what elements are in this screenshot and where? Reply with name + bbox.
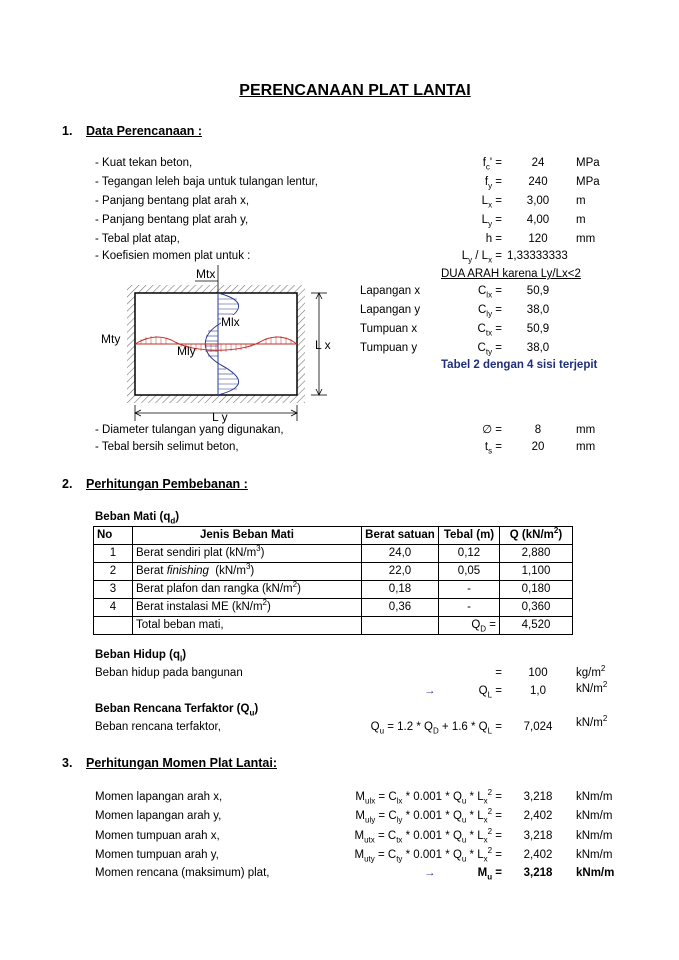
mu-value: 3,218 bbox=[523, 867, 553, 879]
bentang-x-value: 3,00 bbox=[526, 195, 550, 207]
table-row bbox=[94, 599, 573, 617]
ratio-value: 1,33333333 bbox=[507, 250, 568, 262]
cell-no: 3 bbox=[94, 581, 133, 599]
coef-lapangan-y-label: Lapangan y bbox=[360, 304, 421, 316]
mty-label: Mty bbox=[101, 332, 121, 346]
coef-lapangan-x-label: Lapangan x bbox=[360, 285, 421, 297]
ly-dim-label: L y bbox=[212, 410, 228, 424]
beban-rencana-heading: Beban Rencana Terfaktor $(Q_u)$ bbox=[95, 703, 259, 718]
col-q: Q $(kN/m^2)$ bbox=[500, 527, 573, 545]
mu-symbol: $M_u$ = bbox=[477, 867, 502, 882]
bentang-y-unit: m bbox=[576, 214, 586, 226]
col-berat: Berat satuan bbox=[362, 527, 439, 545]
momen-rencana-label: Momen rencana (maksimum) plat, bbox=[95, 867, 270, 879]
cell-tebal: 0,12 bbox=[439, 545, 500, 563]
table-total-row bbox=[94, 617, 573, 635]
mu-arrow-icon: → bbox=[424, 867, 436, 879]
mlx-label: Mlx bbox=[221, 315, 240, 329]
plate-moment-diagram bbox=[95, 265, 345, 430]
col-jenis: Jenis Beban Mati bbox=[133, 527, 362, 545]
momen-lapangan-x-value: 3,218 bbox=[523, 791, 553, 803]
table-header-row bbox=[94, 527, 573, 545]
table-row bbox=[94, 563, 573, 581]
selimut-value: 20 bbox=[531, 441, 545, 453]
section3-heading: Perhitungan Momen Plat Lantai: bbox=[86, 756, 277, 770]
cell-berat: 22,0 bbox=[362, 563, 439, 581]
momen-tumpuan-x-formula: $M_{utx} = C_{tx} * 0.001 * Q_u * L_x^2$ = bbox=[354, 827, 502, 845]
section1-heading: Data Perencanaan : bbox=[86, 124, 203, 138]
tebal-plat-symbol: h = bbox=[485, 233, 502, 245]
tebal-plat-unit: mm bbox=[576, 233, 596, 245]
ratio-symbol: $L_y / L_x$ = bbox=[461, 250, 502, 265]
beban-hidup-eq: = bbox=[495, 667, 502, 679]
bentang-y-label: - Panjang bentang plat arah y, bbox=[95, 214, 249, 226]
momen-lapangan-y-formula: $M_{uly} = C_{ly} * 0.001 * Q_u * L_x^2$ = bbox=[355, 807, 502, 825]
diameter-symbol: ∅ = bbox=[482, 424, 502, 436]
cell-berat: 24,0 bbox=[362, 545, 439, 563]
tegangan-leleh-label: - Tegangan leleh baja untuk tulangan lentur, bbox=[95, 176, 318, 188]
coef-lapangan-x-value: 50,9 bbox=[526, 285, 550, 297]
cell-tebal: - bbox=[439, 581, 500, 599]
page-title: PERENCANAAN PLAT LANTAI bbox=[239, 82, 471, 99]
coef-tumpuan-x-label: Tumpuan x bbox=[360, 323, 418, 335]
cell-berat: 0,18 bbox=[362, 581, 439, 599]
cell-q: 2,880 bbox=[500, 545, 573, 563]
diameter-unit: mm bbox=[576, 424, 596, 436]
coef-tumpuan-x-value: 50,9 bbox=[526, 323, 550, 335]
coef-lapangan-y-value: 38,0 bbox=[526, 304, 550, 316]
table-row bbox=[94, 545, 573, 563]
section3-number: 3. bbox=[62, 756, 73, 770]
lx-dim-label: L x bbox=[315, 338, 331, 352]
beban-mati-table bbox=[93, 526, 573, 635]
bentang-y-value: 4,00 bbox=[526, 214, 550, 226]
selimut-symbol: $t_s$ = bbox=[484, 441, 502, 456]
coef-lapangan-x-symbol: $C_{lx}$ = bbox=[477, 285, 502, 300]
selimut-label: - Tebal bersih selimut beton, bbox=[95, 441, 239, 453]
ql-value: 1,0 bbox=[530, 685, 546, 697]
cell-berat: 0,36 bbox=[362, 599, 439, 617]
cell-jenis: Berat sendiri plat $(kN/m^3)$ bbox=[133, 545, 362, 563]
cell-q: 1,100 bbox=[500, 563, 573, 581]
cell-q: 0,360 bbox=[500, 599, 573, 617]
ql-unit: $kN/m^2$ bbox=[576, 680, 608, 695]
momen-lapangan-y-unit: kNm/m bbox=[576, 810, 613, 822]
coef-tumpuan-y-label: Tumpuan y bbox=[360, 342, 418, 354]
kuat-tekan-symbol: $f_c'$ = bbox=[482, 157, 502, 172]
mtx-label: Mtx bbox=[196, 267, 216, 281]
beban-rencana-label: Beban rencana terfaktor, bbox=[95, 721, 221, 733]
momen-tumpuan-y-value: 2,402 bbox=[523, 849, 553, 861]
momen-tumpuan-y-formula: $M_{uty} = C_{ty} * 0.001 * Q_u * L_x^2$ = bbox=[354, 846, 502, 864]
cell-no: 4 bbox=[94, 599, 133, 617]
momen-tumpuan-x-value: 3,218 bbox=[523, 830, 553, 842]
tebal-plat-value: 120 bbox=[528, 233, 548, 245]
cell-jenis: Berat finishing $(kN/m^3)$ bbox=[133, 563, 362, 581]
beban-hidup-heading: Beban Hidup $(q_l)$ bbox=[95, 649, 187, 664]
diameter-value: 8 bbox=[534, 424, 542, 436]
bentang-y-symbol: $L_y$ = bbox=[481, 214, 502, 229]
momen-tumpuan-y-unit: kNm/m bbox=[576, 849, 613, 861]
momen-lapangan-x-formula: $M_{ulx} = C_{lx} * 0.001 * Q_u * L_x^2$ = bbox=[355, 788, 502, 806]
mly-label: Mly bbox=[177, 344, 196, 358]
dua-arah-note: DUA ARAH karena Ly/Lx<2 bbox=[441, 268, 581, 280]
beban-hidup-label: Beban hidup pada bangunan bbox=[95, 667, 243, 679]
total-label: Total beban mati, bbox=[133, 617, 362, 635]
cell-jenis: Berat plafon dan rangka $(kN/m^2)$ bbox=[133, 581, 362, 599]
momen-lapangan-x-unit: kNm/m bbox=[576, 791, 613, 803]
ql-arrow-icon: → bbox=[424, 685, 436, 697]
beban-hidup-value: 100 bbox=[528, 667, 548, 679]
momen-tumpuan-x-unit: kNm/m bbox=[576, 830, 613, 842]
tegangan-leleh-value: 240 bbox=[528, 176, 548, 188]
col-tebal: Tebal (m) bbox=[439, 527, 500, 545]
momen-tumpuan-x-label: Momen tumpuan arah x, bbox=[95, 830, 220, 842]
total-value: 4,520 bbox=[500, 617, 573, 635]
section2-heading: Perhitungan Pembebanan : bbox=[86, 477, 248, 491]
beban-rencana-value: 7,024 bbox=[523, 721, 553, 733]
coef-tumpuan-x-symbol: $C_{tx}$ = bbox=[477, 323, 502, 338]
beban-mati-heading: Beban Mati $(q_d)$ bbox=[95, 511, 180, 526]
beban-hidup-unit: $kg/m^2$ bbox=[576, 664, 606, 679]
bentang-x-unit: m bbox=[576, 195, 586, 207]
section2-number: 2. bbox=[62, 477, 73, 491]
momen-tumpuan-y-label: Momen tumpuan arah y, bbox=[95, 849, 219, 861]
cell-no: 2 bbox=[94, 563, 133, 581]
bentang-x-label: - Panjang bentang plat arah x, bbox=[95, 195, 250, 207]
cell-q: 0,180 bbox=[500, 581, 573, 599]
mu-unit: kNm/m bbox=[576, 867, 615, 879]
cell-jenis: Berat instalasi ME $(kN/m^2)$ bbox=[133, 599, 362, 617]
momen-lapangan-y-value: 2,402 bbox=[523, 810, 553, 822]
tegangan-leleh-unit: MPa bbox=[576, 176, 600, 188]
kuat-tekan-value: 24 bbox=[531, 157, 545, 169]
cell-tebal: 0,05 bbox=[439, 563, 500, 581]
cell-no: 1 bbox=[94, 545, 133, 563]
beban-rencana-unit: $kN/m^2$ bbox=[576, 714, 608, 729]
col-no: No bbox=[94, 527, 133, 545]
selimut-unit: mm bbox=[576, 441, 596, 453]
coef-tumpuan-y-symbol: $C_{ty}$ = bbox=[477, 342, 502, 357]
ql-symbol: $Q_L$ = bbox=[478, 685, 502, 700]
tegangan-leleh-symbol: $f_y$ = bbox=[484, 176, 502, 191]
bentang-x-symbol: $L_x$ = bbox=[481, 195, 502, 210]
diameter-label: - Diameter tulangan yang digunakan, bbox=[95, 424, 284, 436]
table-row bbox=[94, 581, 573, 599]
total-symbol: $Q_D$ = bbox=[439, 617, 500, 635]
coef-tumpuan-y-value: 38,0 bbox=[526, 342, 550, 354]
momen-lapangan-y-label: Momen lapangan arah y, bbox=[95, 810, 222, 822]
coef-lapangan-y-symbol: $C_{ly}$ = bbox=[477, 304, 502, 319]
momen-lapangan-x-label: Momen lapangan arah x, bbox=[95, 791, 223, 803]
beban-rencana-formula: $Q_u = 1.2 * Q_D + 1.6 * Q_L$ = bbox=[370, 721, 502, 736]
tabel-note: Tabel 2 dengan 4 sisi terjepit bbox=[441, 359, 598, 371]
koefisien-label: - Koefisien momen plat untuk : bbox=[95, 250, 251, 262]
section1-number: 1. bbox=[62, 124, 73, 138]
cell-tebal: - bbox=[439, 599, 500, 617]
kuat-tekan-unit: MPa bbox=[576, 157, 600, 169]
kuat-tekan-label: - Kuat tekan beton, bbox=[95, 157, 193, 169]
tebal-plat-label: - Tebal plat atap, bbox=[95, 233, 180, 245]
